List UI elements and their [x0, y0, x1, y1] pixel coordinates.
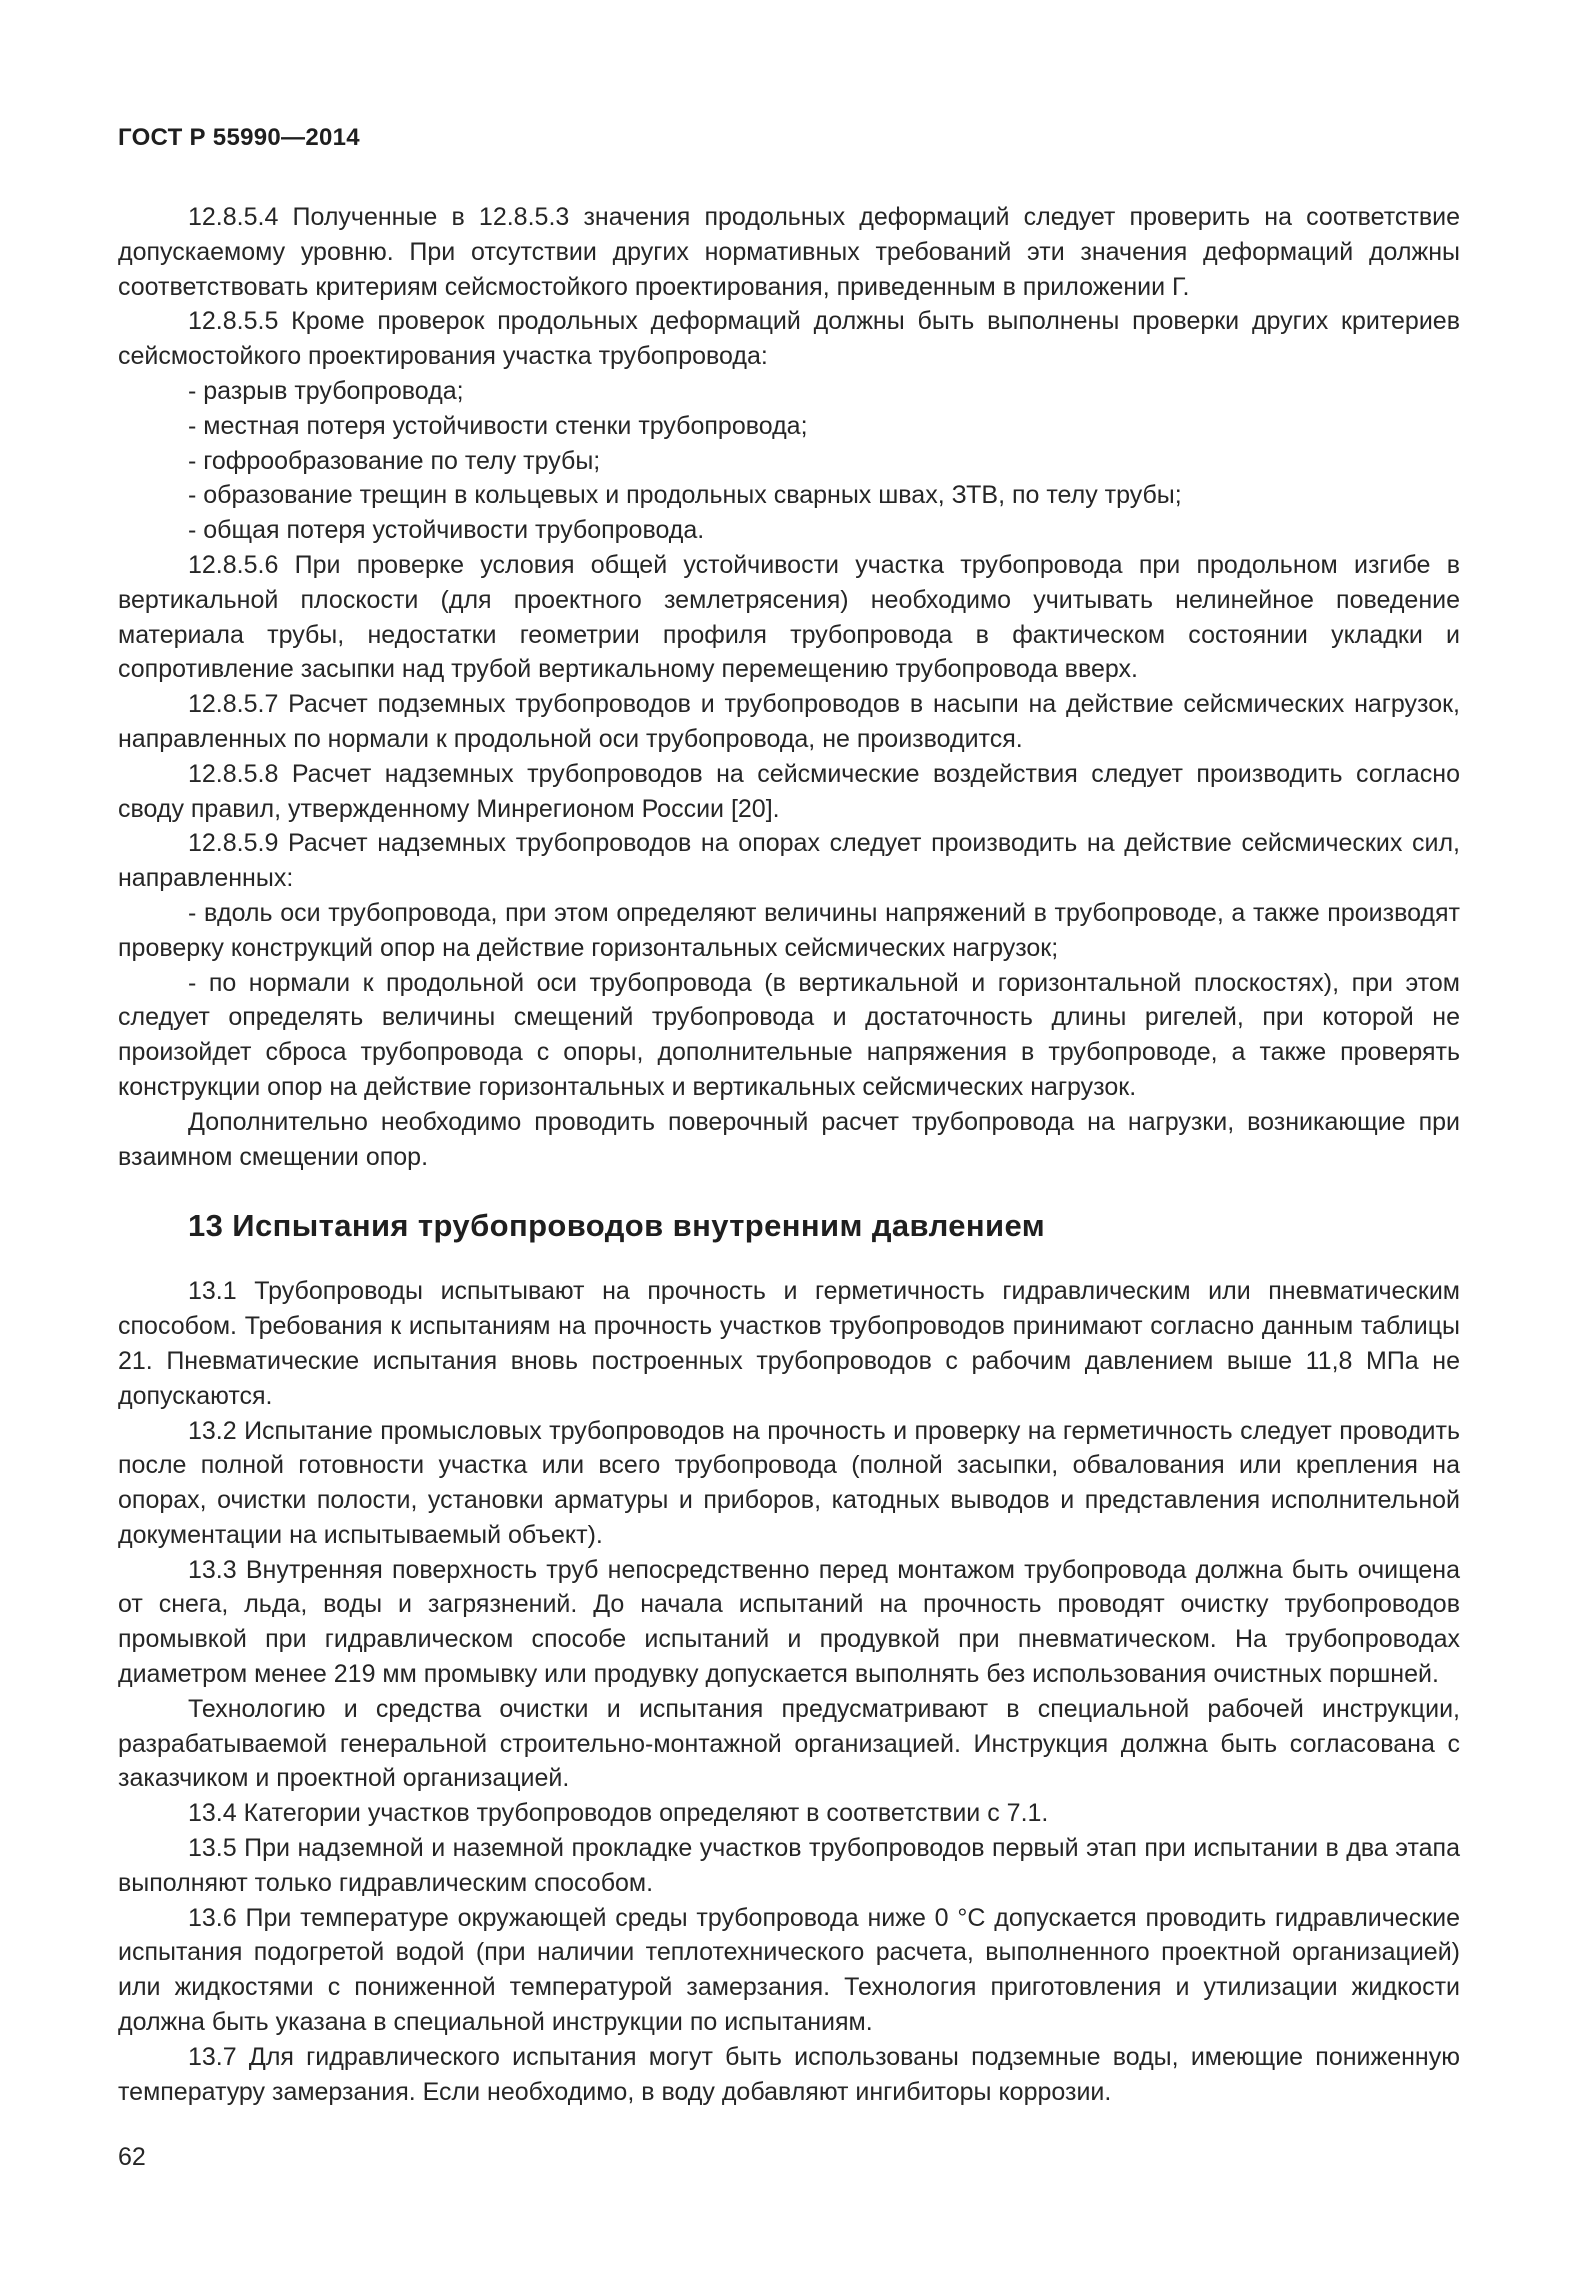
list-item: - местная потеря устойчивости стенки трубопровода;	[188, 411, 808, 440]
paragraph-13-6: 13.6 При температуре окружающей среды трубопровода ниже 0 °С допускается проводить гидравлические испытания подогретой водой (при наличии теплотехнического расчета, выполненного проектной организацией) или жидкостями с пониженной температурой замерзания. Технология приготовления и утилизации жидкости должна быть указана в специальной инструкции по испытаниям.	[118, 1903, 1460, 2037]
paragraph-additional: Дополнительно необходимо проводить поверочный расчет трубопровода на нагрузки, возникающие при взаимном смещении опор.	[118, 1107, 1460, 1171]
paragraph-13-5: 13.5 При надземной и наземной прокладке участков трубопроводов первый этап при испытании в два этапа выполняют только гидравлическим способом.	[118, 1834, 1460, 1897]
paragraph-13-7: 13.7 Для гидравлического испытания могут быть использованы подземные воды, имеющие пониженную температуру замерзания. Если необходимо, в воду добавляют ингибиторы коррозии.	[118, 2042, 1460, 2106]
document-header: ГОСТ Р 55990—2014	[118, 124, 360, 151]
section-13-title: 13 Испытания трубопроводов внутренним давлением	[188, 1208, 1046, 1244]
paragraph-13-3: 13.3 Внутренняя поверхность труб непосредственно перед монтажом трубопровода должна быть очищена от снега, льда, воды и загрязнений. До начала испытаний на прочность проводят очистку трубопроводов промывкой при гидравлическом способе испытаний и продувкой при пневматическом. На трубопроводах диаметром менее 219 мм промывку или продувку допускается выполнять без использования очистных поршней.	[118, 1555, 1460, 1689]
page-number: 62	[118, 2143, 146, 2171]
paragraph-12-8-5-6: 12.8.5.6 При проверке условия общей устойчивости участка трубопровода при продольном изгибе в вертикальной плоскости (для проектного землетрясения) необходимо учитывать нелинейное поведение материала трубы, недостатки геометрии профиля трубопровода в фактическом состоянии укладки и сопротивление засыпки над трубой вертикальному перемещению трубопровода вверх.	[118, 550, 1460, 684]
list-item: - разрыв трубопровода;	[188, 376, 464, 405]
list-item: - образование трещин в кольцевых и продольных сварных швах, ЗТВ, по телу трубы;	[188, 481, 1182, 510]
paragraph-13-2: 13.2 Испытание промысловых трубопроводов на прочность и проверку на герметичность следует проводить после полной готовности участка или всего трубопровода (полной засыпки, обвалования или крепления на опорах, очистки полости, установки арматуры и приборов, катодных выводов и представления исполнительной документации на испытываемый объект).	[118, 1416, 1460, 1549]
paragraph-12-8-5-8: 12.8.5.8 Расчет надземных трубопроводов на сейсмические воздействия следует производить согласно своду правил, утвержденному Минрегионом России [20].	[118, 759, 1460, 823]
paragraph-12-8-5-9: 12.8.5.9 Расчет надземных трубопроводов на опорах следует производить на действие сейсмических сил, направленных:	[118, 829, 1460, 893]
paragraph-12-8-5-5: 12.8.5.5 Кроме проверок продольных деформаций должны быть выполнены проверки других критериев сейсмостойкого проектирования участка трубопровода:	[118, 307, 1460, 371]
document-body	[118, 200, 1460, 2109]
paragraph-12-8-5-7: 12.8.5.7 Расчет подземных трубопроводов и трубопроводов в насыпи на действие сейсмических нагрузок, направленных по нормали к продольной оси трубопровода, не производится.	[118, 690, 1460, 753]
list-item: - по нормали к продольной оси трубопровода (в вертикальной и горизонтальной плоскостях), при этом следует определять величины смещений трубопровода и достаточность длины ригелей, при которой не произойдет сброса трубопровода с опоры, дополнительные напряжения в трубопроводе, а также проверять конструкции опор на действие горизонтальных и вертикальных сейсмических нагрузок.	[118, 968, 1460, 1101]
paragraph-13-4: 13.4 Категории участков трубопроводов определяют в соответствии с 7.1.	[188, 1799, 1049, 1828]
paragraph-13-3-cont: Технологию и средства очистки и испытания предусматривают в специальной рабочей инструкции, разрабатываемой генеральной строительно-монтажной организацией. Инструкция должна быть согласована с заказчиком и проектной организацией.	[118, 1694, 1460, 1793]
list-item: - вдоль оси трубопровода, при этом определяют величины напряжений в трубопроводе, а также производят проверку конструкций опор на действие горизонтальных сейсмических нагрузок;	[118, 898, 1460, 962]
list-item: - общая потеря устойчивости трубопровода.	[188, 516, 705, 545]
paragraph-13-1: 13.1 Трубопроводы испытывают на прочность и герметичность гидравлическим или пневматическим способом. Требования к испытаниям на прочность участков трубопроводов принимают согласно данным таблицы 21. Пневматические испытания вновь построенных трубопроводов с рабочим давлением выше 11,8 МПа не допускаются.	[118, 1277, 1460, 1410]
paragraph-12-8-5-4: 12.8.5.4 Полученные в 12.8.5.3 значения продольных деформаций следует проверить на соответствие допускаемому уровню. При отсутствии других нормативных требований эти значения деформаций должны соответствовать критериям сейсмостойкого проектирования, приведенным в приложении Г.	[118, 203, 1460, 301]
list-item: - гофрообразование по телу трубы;	[188, 446, 601, 475]
